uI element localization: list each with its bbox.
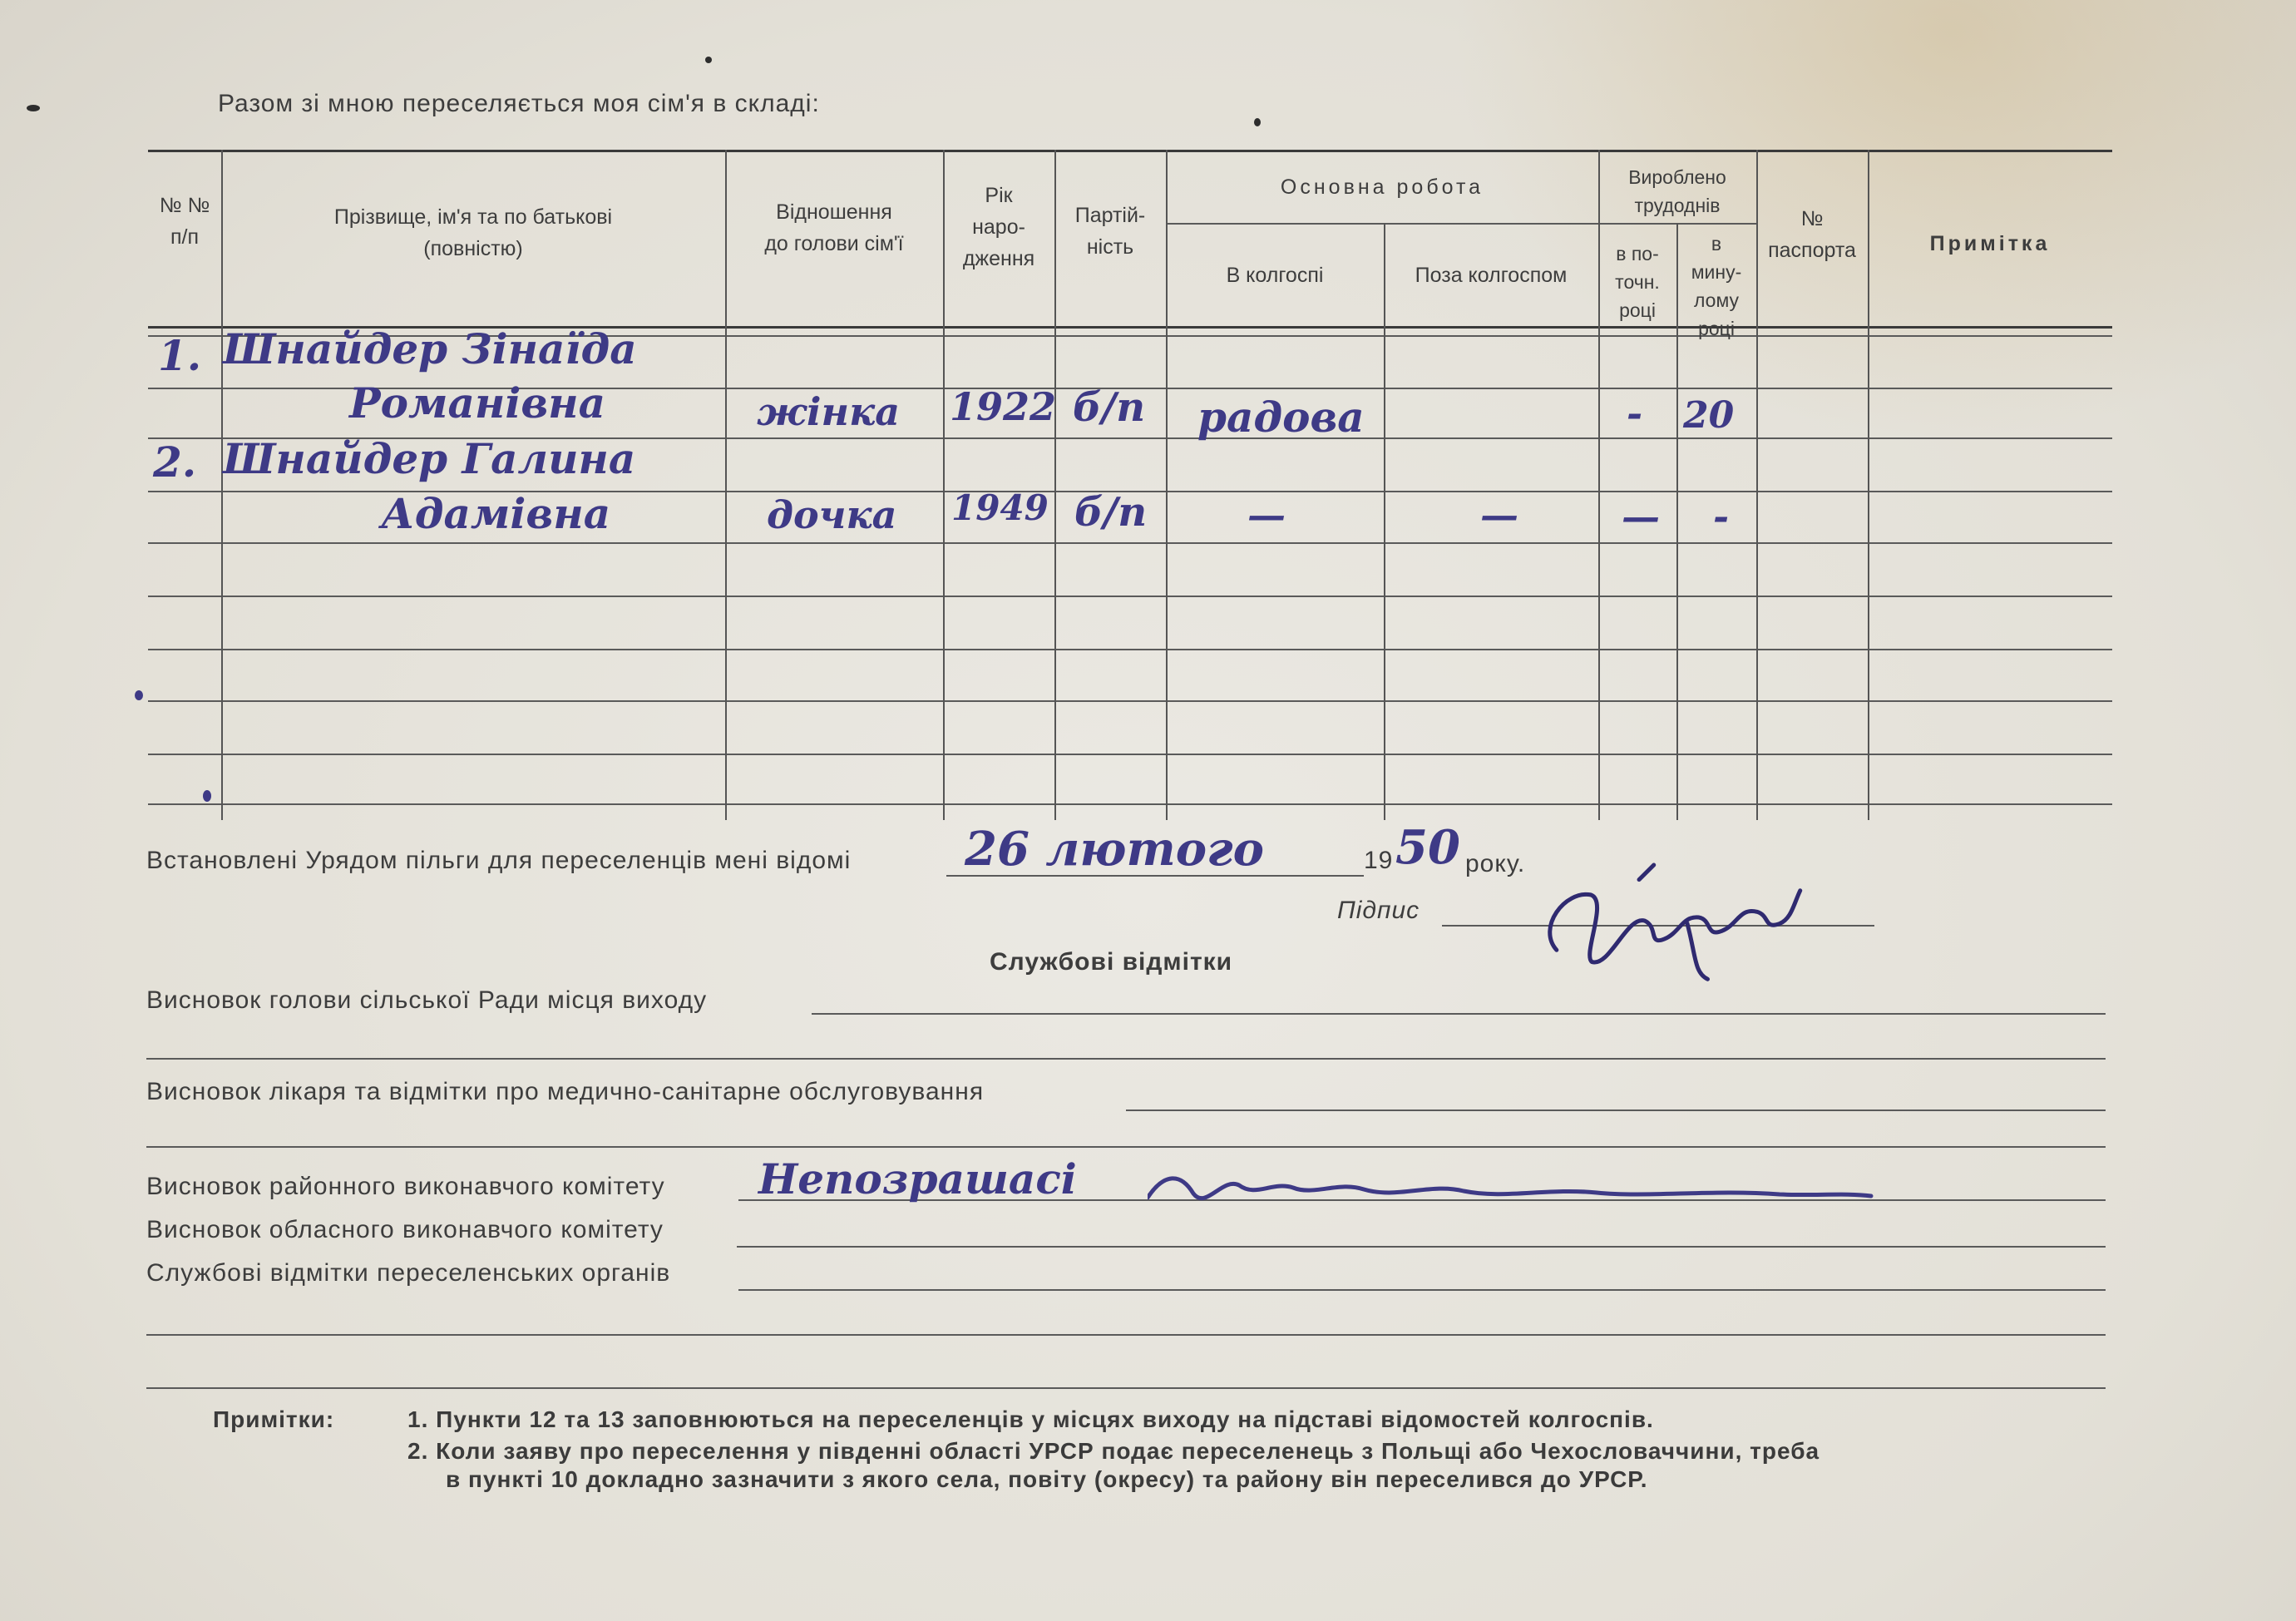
header-party-line: ність [1086,235,1134,259]
header-year [943,180,1054,274]
village-council-rule [812,1013,2106,1015]
row2-current-year: — [1622,494,1660,539]
header-num-line: № № [159,194,210,217]
header-relation [725,196,943,259]
signature-image [1513,834,1864,1025]
header-workdays [1598,163,1756,220]
doctor-rule [1126,1109,2106,1111]
header-outside-kolhosp: Поза колгоспом [1415,264,1568,287]
header-last-year-line: році [1698,318,1735,339]
notes-label: Примітки: [213,1406,335,1432]
note-1: 1. Пункти 12 та 13 заповнюються на переселенців у місцях виходу на підставі відомостей колгоспів. [407,1406,1654,1432]
header-relation-line: до голови сім'ї [764,232,904,255]
row2-last-year: - [1713,494,1730,539]
row1-relation: жінка [757,389,901,434]
header-last-year-line: в [1711,233,1722,255]
note-2-line1: 2. Коли заяву про переселення у південні області УРСР подає переселенець з Польщі або Чехословаччини, треба [407,1438,1820,1464]
blank-rule [146,1334,2106,1336]
signature-label: Підпис [1337,897,1420,924]
header-current-year-line: точн. [1615,271,1660,293]
benefits-year-word: року. [1465,850,1526,877]
oblast-rule [737,1246,2106,1248]
doctor-label: Висновок лікаря та відмітки про медично-санітарне обслуговування [146,1078,985,1105]
benefits-year-prefix: 19 [1364,847,1394,874]
row1-last-year: 20 [1683,394,1735,437]
header-current-year-line: році [1619,299,1656,321]
row1-in-kolhosp: радова [1197,393,1365,442]
header-num [148,190,221,253]
header-workdays-line: трудоднів [1634,195,1721,216]
row2-name-line2: Адамівна [381,489,611,538]
note-2-line2: в пункті 10 докладно зазначити з якого села, повіту (окресу) та району він переселився до УРСР. [446,1466,1648,1492]
row1-current-year: - [1627,391,1643,436]
header-workdays-line: Вироблено [1628,166,1726,188]
row1-year: 1922 [950,384,1057,429]
row-line [148,596,2112,597]
row1-name-line2: Романівна [349,378,606,427]
header-passport [1756,203,1868,266]
header-relation-line: Відношення [776,200,892,224]
main-work-subrule [1166,223,1598,225]
row-line [148,803,2112,805]
header-year-line: наро- [972,215,1025,239]
row2-name-line1: Шнайдер Галина [223,434,636,483]
header-name-line: Прізвище, ім'я та по батькові [333,205,613,229]
blank-rule [146,1058,2106,1060]
header-party [1054,200,1166,263]
header-main-work: Основна робота [1280,175,1484,199]
col-divider [1166,150,1168,820]
benefits-year-suffix: 50 [1395,820,1460,875]
row2-year: 1949 [951,487,1049,528]
row1-party: б/п [1073,384,1146,431]
district-label: Висновок районного виконавчого комітету [146,1173,665,1200]
district-scribble [1148,1164,1879,1214]
intro-text: Разом зі мною переселяється моя сім'я в складі: [218,90,820,117]
row2-in-kolhosp: — [1247,492,1286,537]
header-name [221,201,725,264]
header-note: Примітка [1929,232,2051,255]
header-year-line: дження [962,247,1035,270]
header-current-year [1598,240,1676,324]
row-line [148,542,2112,544]
row2-party: б/п [1074,489,1148,536]
row1-name-line1: Шнайдер Зінаїда [223,324,637,373]
row1-num: 1. [158,331,202,380]
col-divider [1384,223,1385,820]
ink-mark [135,690,143,700]
row2-relation: дочка [767,492,897,537]
official-title: Службові відмітки [990,948,1233,976]
resettlement-label: Службові відмітки переселенських органів [146,1259,671,1287]
benefits-date: 26 лютого [965,822,1264,877]
header-in-kolhosp: В колгоспі [1226,264,1324,287]
resettlement-rule [738,1289,2106,1291]
row-line [148,754,2112,755]
header-passport-line: паспорта [1768,239,1856,262]
row2-outside: — [1480,492,1518,537]
oblast-label: Висновок обласного виконавчого комітету [146,1216,664,1243]
header-year-line: Рік [985,184,1013,207]
blank-rule [146,1146,2106,1148]
benefits-label: Встановлені Урядом пільги для переселенців мені відомі [146,847,852,874]
row-line [148,700,2112,702]
district-value: Непозрашасі [758,1154,1077,1203]
header-last-year-line: лому [1693,289,1740,311]
village-council-label: Висновок голови сільської Ради місця виходу [146,986,708,1014]
table-top-rule [148,150,2112,152]
ink-mark [1254,118,1261,126]
ink-mark [705,57,712,63]
signature-scribble [1513,834,1861,1012]
header-last-year [1676,230,1756,343]
row2-num: 2. [153,437,197,487]
header-current-year-line: в по- [1616,243,1659,264]
ink-mark [203,790,211,802]
ink-mark [27,105,40,111]
header-passport-line: № [1800,207,1824,230]
row-line [148,649,2112,650]
blank-rule [146,1387,2106,1389]
header-num-line: п/п [170,225,200,249]
header-name-line: (повністю) [423,237,523,260]
header-last-year-line: мину- [1691,261,1742,283]
header-party-line: Партій- [1074,204,1146,227]
